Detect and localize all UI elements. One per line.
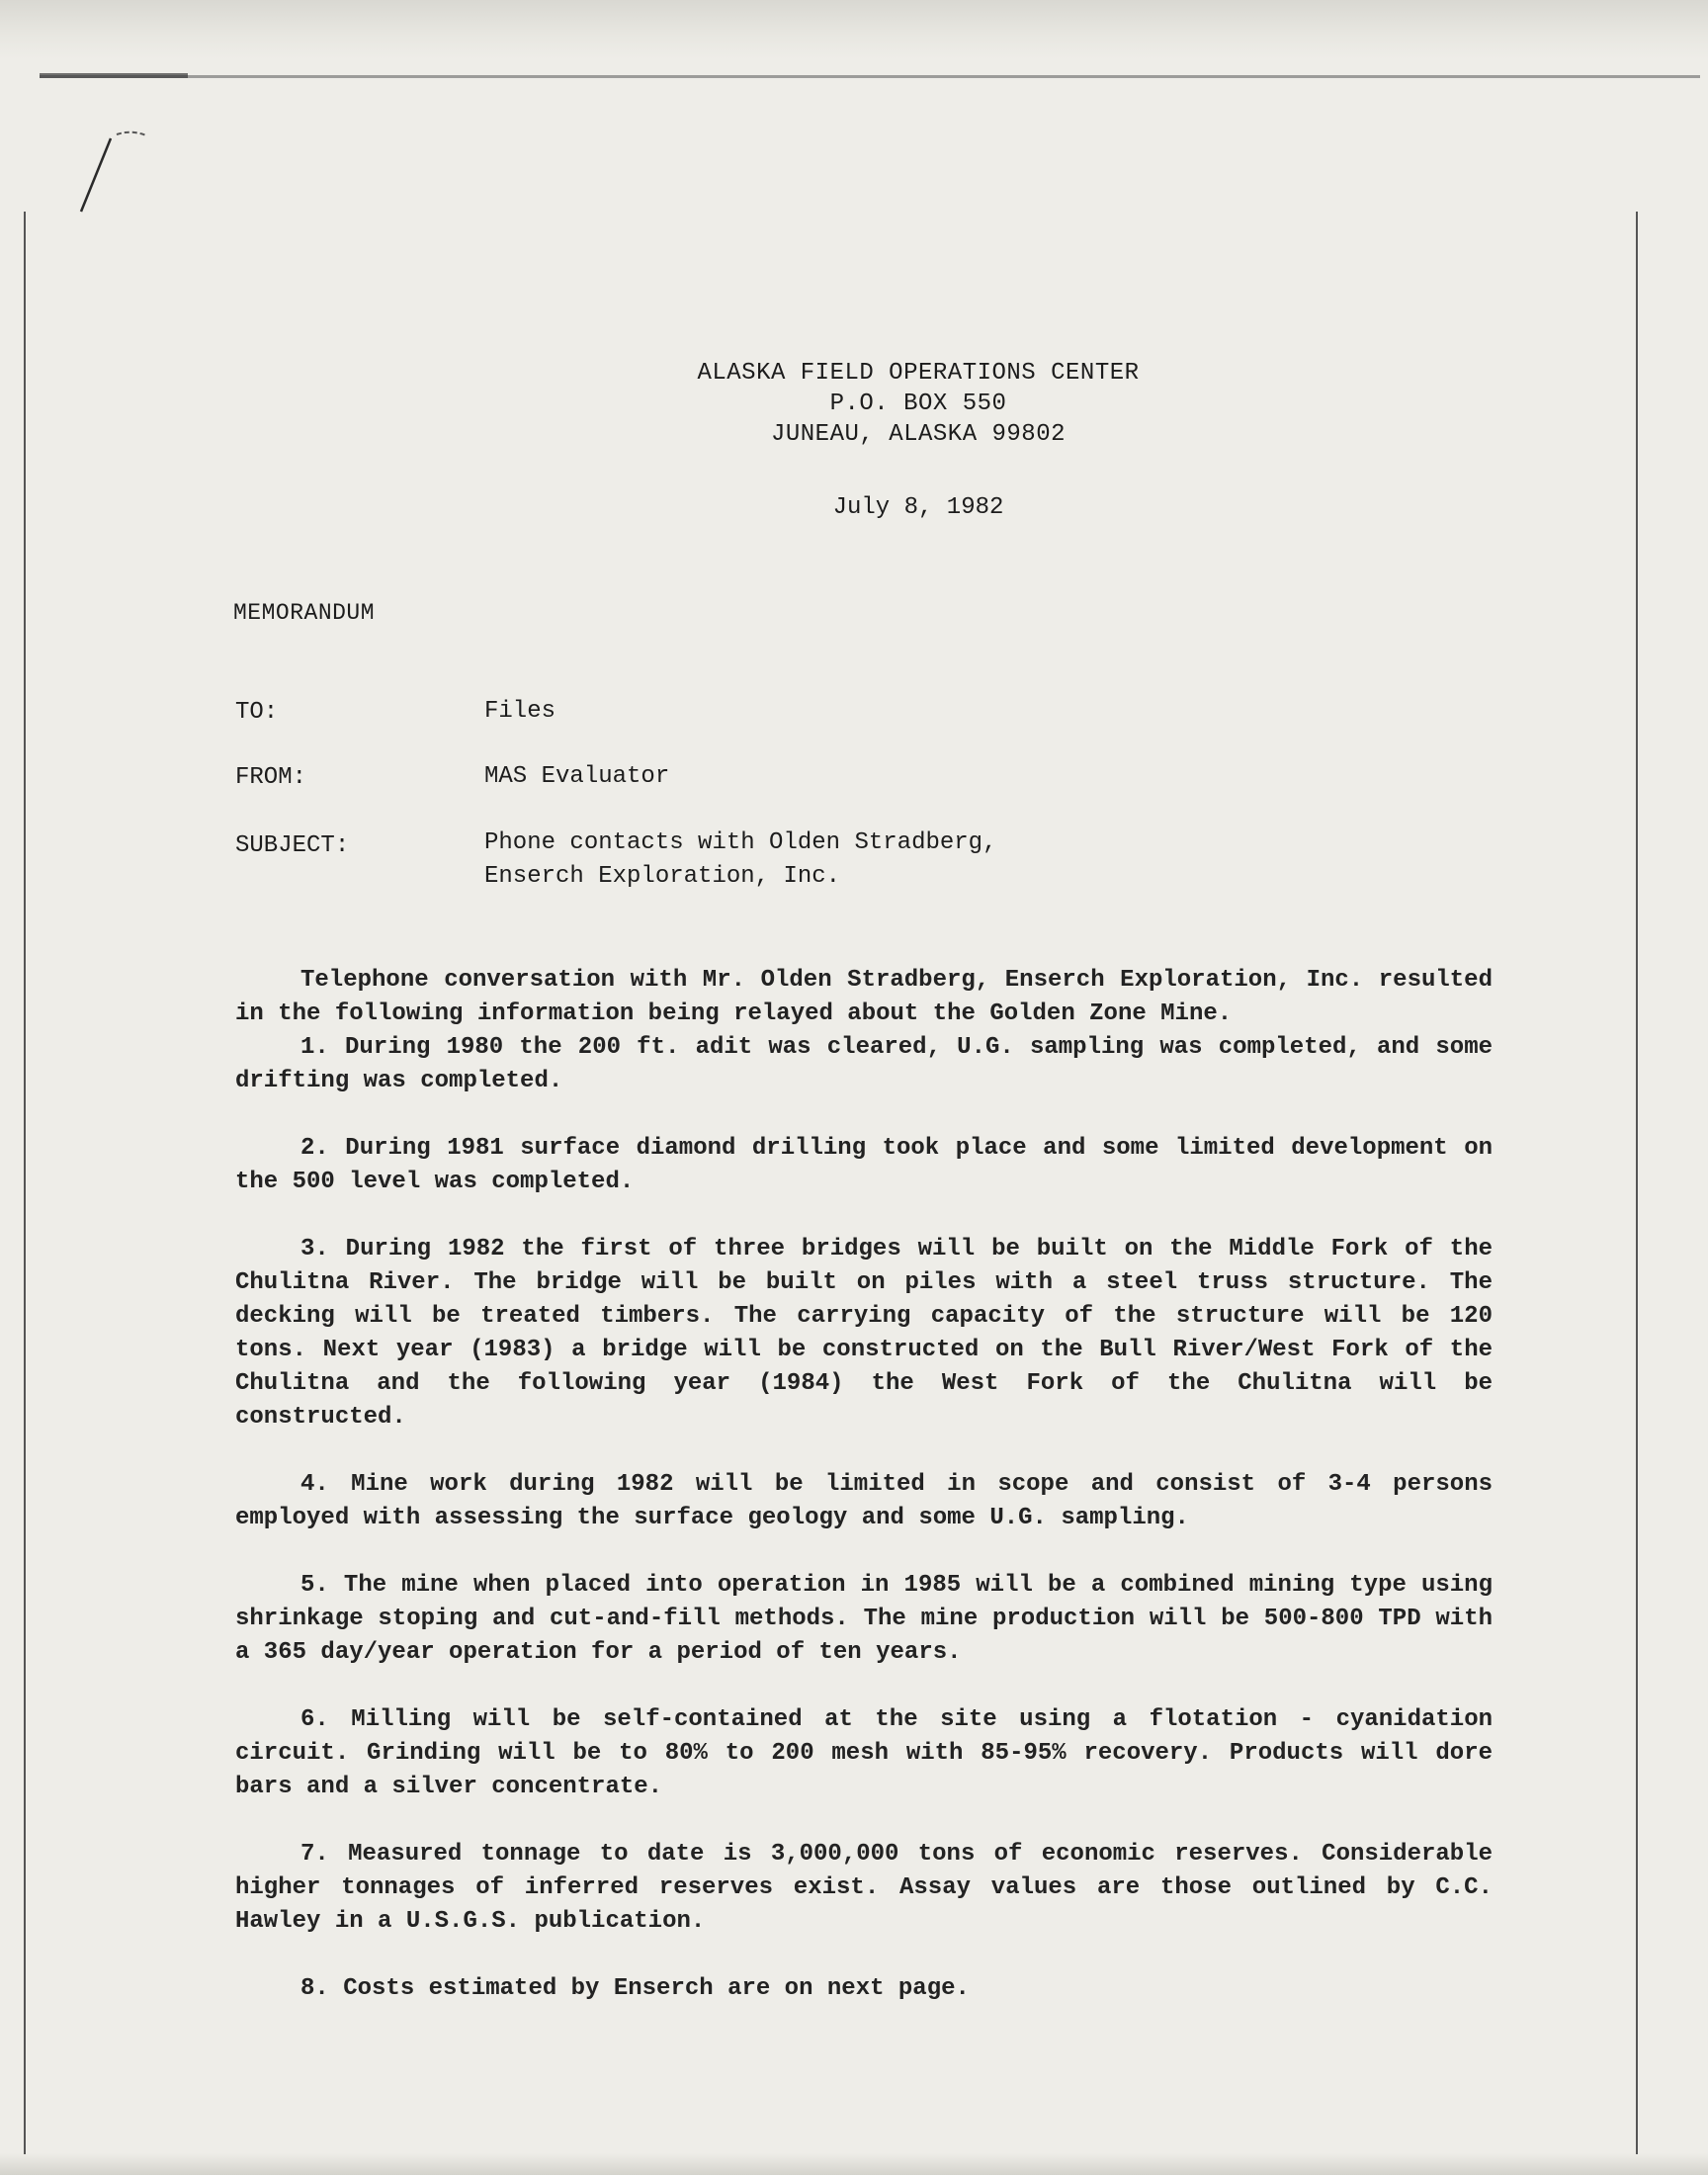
scan-top-mark bbox=[40, 73, 188, 78]
scan-bottom-shadow bbox=[0, 2153, 1708, 2175]
from-value: MAS Evaluator bbox=[484, 763, 670, 790]
body-item-4: 4. Mine work during 1982 will be limited in scope and consist of 3-4 persons employed with assessing the surface geology and some U.G. sampling. bbox=[235, 1471, 1493, 1531]
memo-date-text: July 8, 1982 bbox=[832, 494, 1004, 521]
memo-heading: MEMORANDUM bbox=[233, 600, 376, 626]
letterhead-line-2: P.O. BOX 550 bbox=[829, 391, 1007, 417]
subject-label: SUBJECT: bbox=[235, 832, 350, 859]
subject-value bbox=[484, 826, 996, 894]
body-item-3: 3. During 1982 the first of three bridges will be built on the Middle Fork of the Chulitna River. The bridge will be built on piles with a steel truss structure. The decking will be treated timbers. The carrying capacity of the structure will be 120 tons. Next year (1983) a bridge will be constructed on the Bull River/West Fork of the Chulitna and the following year (1984) the West Fork of the Chulitna will be constructed. bbox=[235, 1236, 1493, 1431]
scan-top-rule bbox=[40, 75, 1700, 78]
body-item-1: 1. During 1980 the 200 ft. adit was cleared, U.G. sampling was completed, and some drifting was completed. bbox=[235, 1034, 1493, 1094]
scan-top-shadow bbox=[0, 0, 1708, 59]
body-item-6: 6. Milling will be self-contained at the site using a flotation - cyanidation circuit. Grinding will be to 80% to 200 mesh with 85-95% recovery. Products will dore bars and a silver concentrate. bbox=[235, 1706, 1493, 1800]
subject-line-2: Enserch Exploration, Inc. bbox=[484, 863, 841, 890]
to-label: TO: bbox=[235, 699, 279, 726]
letterhead-line-3: JUNEAU, ALASKA 99802 bbox=[770, 421, 1067, 448]
to-value: Files bbox=[484, 698, 556, 725]
body-item-2: 2. During 1981 surface diamond drilling took place and some limited development on the 500 level was completed. bbox=[235, 1135, 1493, 1195]
from-label: FROM: bbox=[235, 764, 307, 791]
body-item-5: 5. The mine when placed into operation in 1985 will be a combined mining type using shrinkage stoping and cut-and-fill methods. The mine production will be 500-800 TPD with a 365 day/year operation for a period of ten years. bbox=[235, 1572, 1493, 1666]
pen-mark-icon bbox=[77, 127, 156, 216]
body-item-8: 8. Costs estimated by Enserch are on next page. bbox=[300, 1975, 970, 2002]
letterhead bbox=[0, 358, 1708, 450]
body-item-7: 7. Measured tonnage to date is 3,000,000 tons of economic reserves. Considerable higher tonnages of inferred reserves exist. Assay values are those outlined by C.C. Hawley in a U.S.G.S. publication. bbox=[235, 1841, 1493, 1935]
body-intro: Telephone conversation with Mr. Olden Stradberg, Enserch Exploration, Inc. resulted in the following information being relayed about the Golden Zone Mine. bbox=[235, 967, 1493, 1027]
letterhead-line-1: ALASKA FIELD OPERATIONS CENTER bbox=[697, 360, 1140, 387]
memo-body bbox=[235, 964, 1493, 2040]
subject-line-1: Phone contacts with Olden Stradberg, bbox=[484, 829, 997, 856]
memo-date bbox=[0, 494, 1708, 521]
